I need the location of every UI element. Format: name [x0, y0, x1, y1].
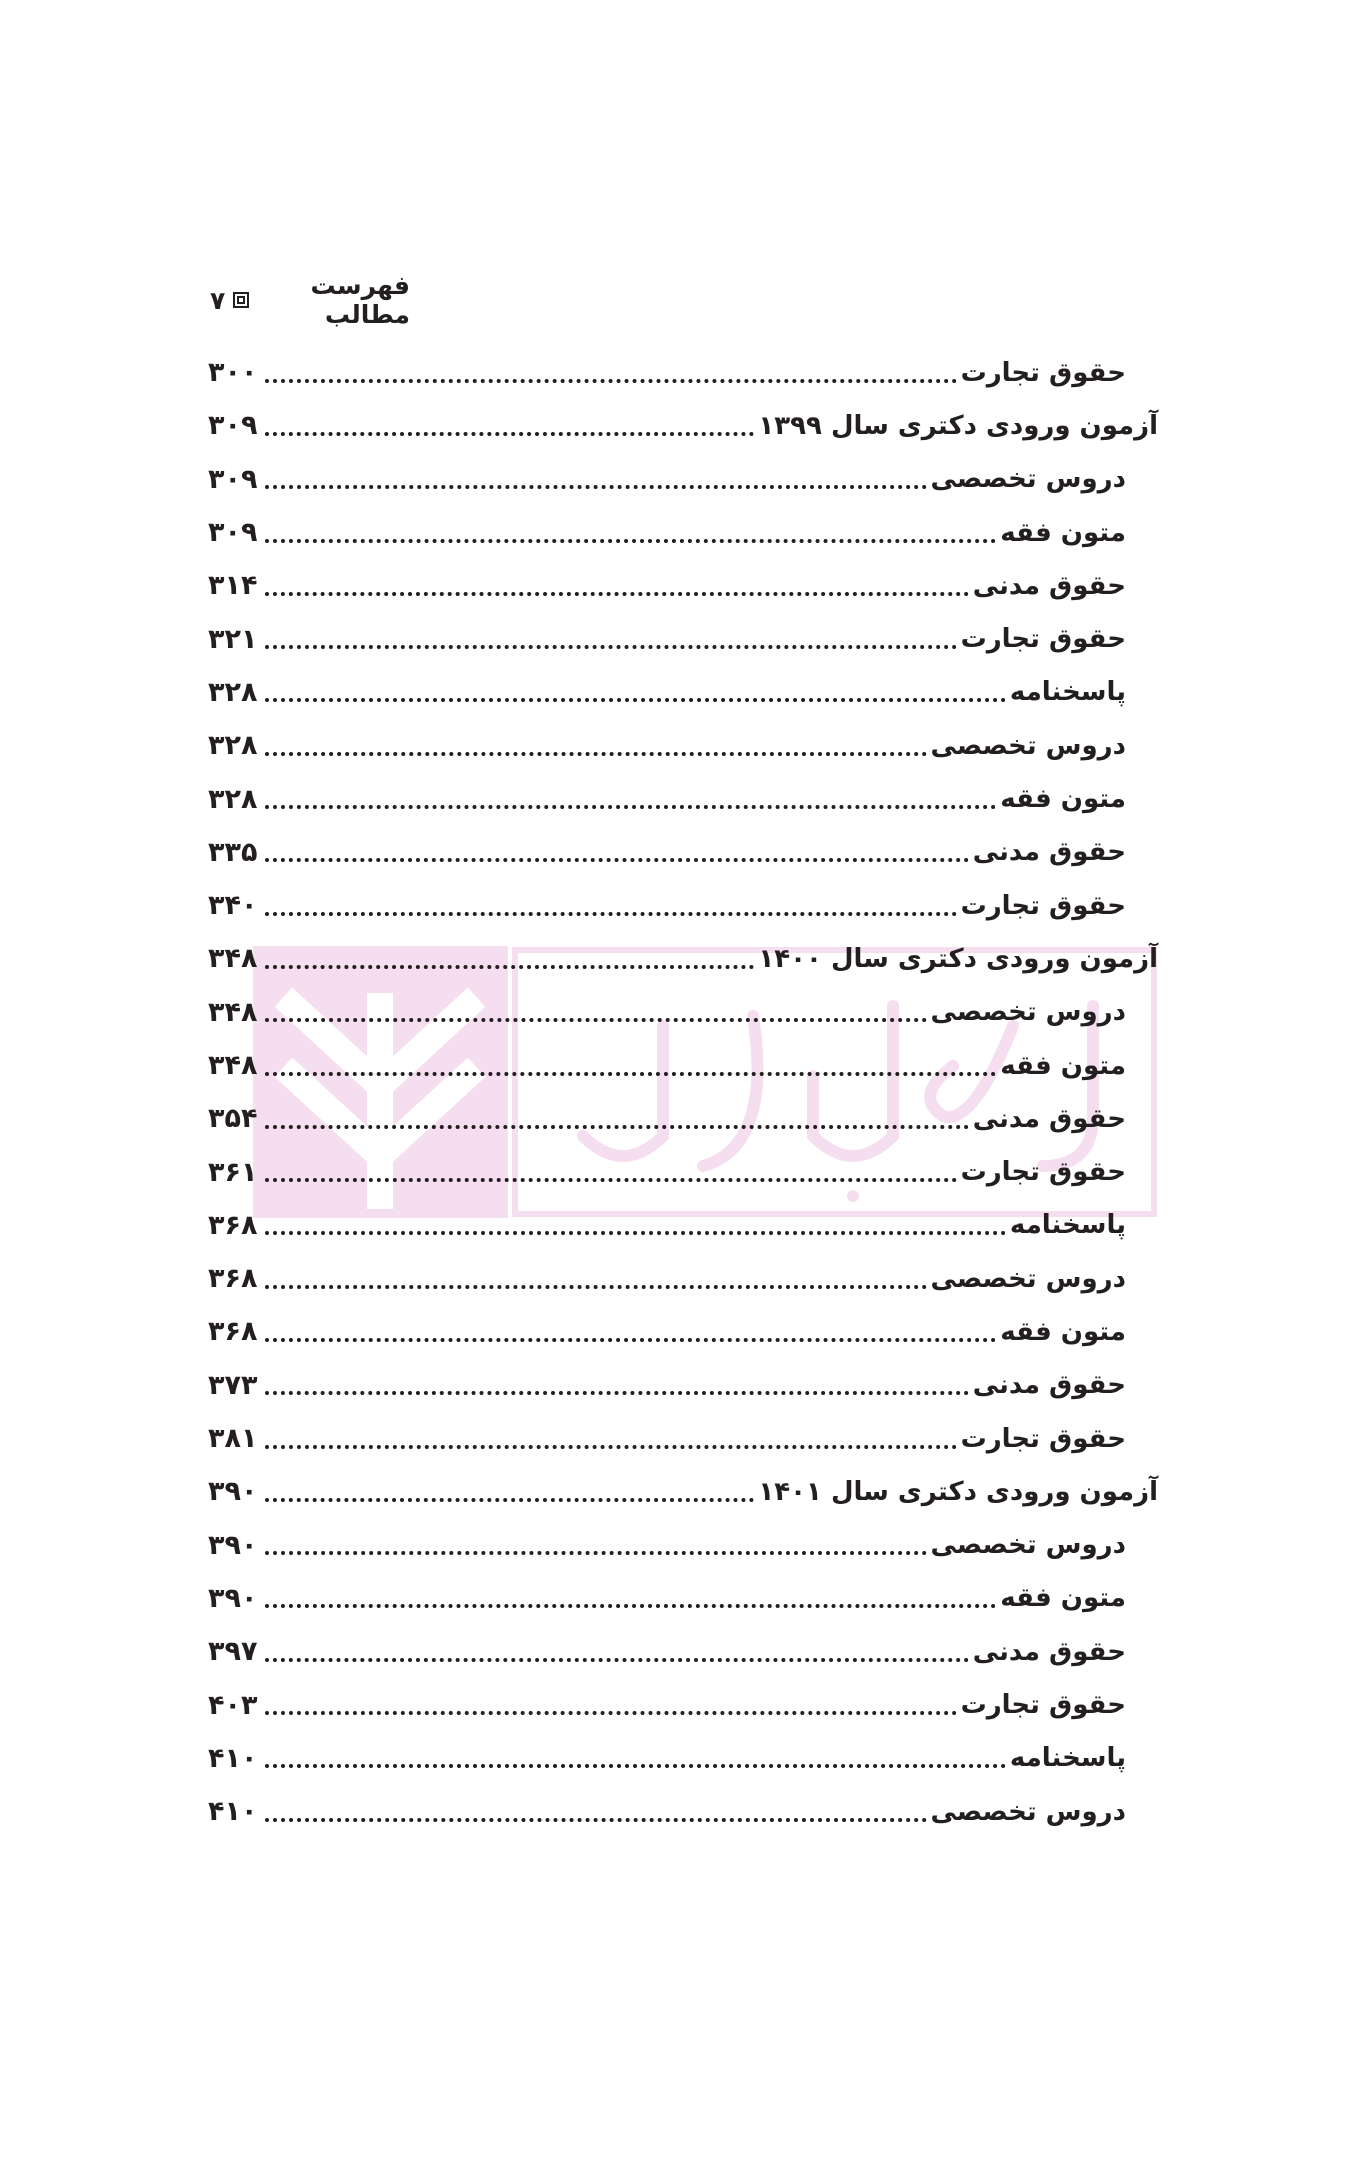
dot-leader — [265, 1658, 969, 1662]
dot-leader — [265, 379, 957, 383]
dot-leader — [265, 1498, 754, 1502]
toc-entry-page: ۳۰۹ — [208, 463, 258, 495]
toc-entry-title: آزمون ورودی دکتری سال ۱۴۰۰ — [758, 943, 1158, 974]
toc-entry-title: پاسخنامه — [1009, 677, 1126, 708]
toc-entry — [208, 932, 1158, 985]
toc-entry — [208, 1519, 1158, 1572]
toc-entry-title: دروس تخصصی — [930, 464, 1126, 495]
dot-leader — [265, 1764, 1006, 1768]
dot-leader — [265, 1445, 957, 1449]
toc-entry — [208, 1252, 1158, 1305]
dot-leader — [265, 1285, 927, 1289]
toc-entry-title: دروس تخصصی — [930, 1796, 1126, 1827]
toc-entry-title: دروس تخصصی — [930, 1530, 1126, 1561]
toc-entry — [208, 399, 1158, 452]
toc-entry-title: متون فقه — [1000, 1316, 1126, 1347]
toc-entry-page: ۳۶۱ — [208, 1156, 258, 1188]
dot-leader — [265, 1125, 969, 1129]
table-of-contents — [208, 346, 1158, 1838]
toc-entry-title: حقوق مدنی — [972, 1370, 1126, 1401]
dot-leader — [265, 1551, 927, 1555]
toc-entry-title: حقوق تجارت — [960, 624, 1126, 655]
dot-leader — [265, 1818, 927, 1822]
toc-entry-page: ۳۱۴ — [208, 570, 258, 602]
toc-entry-title: پاسخنامه — [1009, 1210, 1126, 1241]
dot-leader — [265, 1072, 996, 1076]
toc-entry — [208, 1305, 1158, 1358]
toc-entry-title: حقوق تجارت — [960, 890, 1126, 921]
toc-entry — [208, 559, 1158, 612]
toc-entry-page: ۴۰۳ — [208, 1689, 258, 1721]
toc-entry-page: ۳۰۹ — [208, 517, 258, 549]
toc-entry-title: دروس تخصصی — [930, 730, 1126, 761]
toc-entry — [208, 1572, 1158, 1625]
toc-entry — [208, 666, 1158, 719]
toc-entry-title: حقوق مدنی — [972, 837, 1126, 868]
toc-entry-title: دروس تخصصی — [930, 1263, 1126, 1294]
toc-entry-page: ۳۶۸ — [208, 1209, 258, 1241]
toc-entry-title: حقوق تجارت — [960, 1423, 1126, 1454]
dot-leader — [265, 1178, 957, 1182]
toc-entry-title: حقوق مدنی — [972, 1103, 1126, 1134]
running-header — [210, 271, 410, 329]
dot-leader — [265, 1018, 927, 1022]
toc-entry-page: ۳۰۹ — [208, 410, 258, 442]
toc-entry-title: حقوق تجارت — [960, 357, 1126, 388]
dot-leader — [265, 485, 927, 489]
toc-entry-page: ۳۲۸ — [208, 730, 258, 762]
toc-entry-title: حقوق مدنی — [972, 570, 1126, 601]
nested-square-icon — [233, 292, 249, 308]
dot-leader — [265, 432, 754, 436]
toc-entry — [208, 1785, 1158, 1838]
toc-entry — [208, 1732, 1158, 1785]
toc-entry-page: ۳۸۱ — [208, 1423, 258, 1455]
toc-entry-page: ۳۶۸ — [208, 1263, 258, 1295]
toc-entry-page: ۳۴۰ — [208, 890, 258, 922]
dot-leader — [265, 1391, 969, 1395]
toc-entry — [208, 1465, 1158, 1518]
page-number: ۷ — [210, 285, 226, 315]
dot-leader — [265, 805, 996, 809]
toc-entry — [208, 826, 1158, 879]
toc-entry — [208, 1625, 1158, 1678]
toc-entry-page: ۳۴۸ — [208, 943, 258, 975]
toc-entry-title: متون فقه — [1000, 517, 1126, 548]
toc-entry — [208, 879, 1158, 932]
toc-entry-page: ۴۱۰ — [208, 1742, 258, 1774]
toc-entry-page: ۳۹۰ — [208, 1582, 258, 1614]
dot-leader — [265, 1338, 996, 1342]
dot-leader — [265, 752, 927, 756]
toc-entry — [208, 346, 1158, 399]
toc-entry — [208, 453, 1158, 506]
header-page-number — [210, 286, 249, 315]
toc-entry-page: ۳۰۰ — [208, 357, 258, 389]
toc-entry-title: متون فقه — [1000, 784, 1126, 815]
toc-entry-title: حقوق تجارت — [960, 1690, 1126, 1721]
toc-entry — [208, 1678, 1158, 1731]
toc-entry-title: دروس تخصصی — [930, 997, 1126, 1028]
running-title: فهرست مطالب — [310, 271, 410, 329]
toc-entry-page: ۳۴۸ — [208, 996, 258, 1028]
toc-entry-page: ۳۴۸ — [208, 1050, 258, 1081]
toc-entry-page: ۳۲۱ — [208, 623, 258, 655]
toc-entry — [208, 1359, 1158, 1412]
toc-entry-title: متون فقه — [1000, 1050, 1126, 1081]
toc-entry-title: متون فقه — [1000, 1583, 1126, 1614]
toc-entry-page: ۳۲۸ — [208, 783, 258, 815]
toc-entry-page: ۳۹۰ — [208, 1476, 258, 1508]
dot-leader — [265, 592, 969, 596]
toc-entry-page: ۳۹۷ — [208, 1636, 258, 1668]
dot-leader — [265, 858, 969, 862]
toc-entry — [208, 719, 1158, 772]
dot-leader — [265, 912, 957, 916]
toc-entry-page: ۳۳۵ — [208, 836, 258, 868]
toc-entry-page: ۴۱۰ — [208, 1796, 258, 1828]
dot-leader — [265, 1711, 957, 1715]
toc-entry-title: پاسخنامه — [1009, 1743, 1126, 1774]
toc-entry-page: ۳۶۸ — [208, 1316, 258, 1348]
toc-entry — [208, 1039, 1158, 1092]
dot-leader — [265, 698, 1006, 702]
toc-entry-title: حقوق مدنی — [972, 1636, 1126, 1667]
toc-entry-page: ۳۵۴ — [208, 1103, 258, 1135]
dot-leader — [265, 645, 957, 649]
toc-entry — [208, 506, 1158, 559]
dot-leader — [265, 1231, 1006, 1235]
toc-entry-title: حقوق تجارت — [960, 1157, 1126, 1188]
toc-entry — [208, 772, 1158, 825]
dot-leader — [265, 539, 996, 543]
toc-entry-title: آزمون ورودی دکتری سال ۱۴۰۱ — [758, 1476, 1158, 1507]
toc-entry-page: ۳۹۰ — [208, 1529, 258, 1561]
toc-entry — [208, 1412, 1158, 1465]
toc-entry — [208, 1145, 1158, 1198]
toc-entry — [208, 1092, 1158, 1145]
toc-entry-page: ۳۷۳ — [208, 1369, 258, 1401]
toc-entry — [208, 612, 1158, 665]
dot-leader — [265, 1604, 996, 1608]
toc-entry — [208, 1199, 1158, 1252]
dot-leader — [265, 965, 754, 969]
toc-entry-title: آزمون ورودی دکتری سال ۱۳۹۹ — [758, 410, 1158, 441]
toc-entry — [208, 986, 1158, 1039]
toc-entry-page: ۳۲۸ — [208, 676, 258, 708]
